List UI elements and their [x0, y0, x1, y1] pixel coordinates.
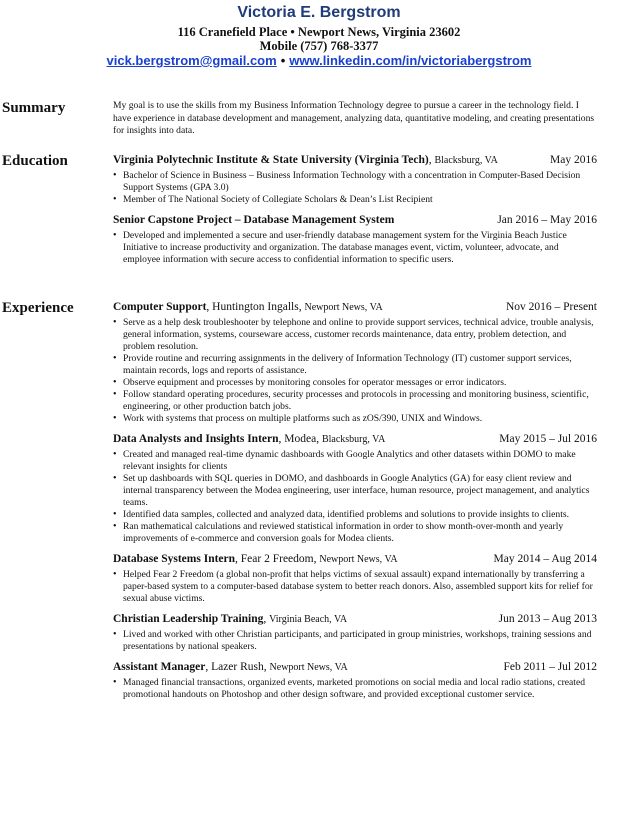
- company-name: , Fear 2 Freedom,: [235, 553, 320, 565]
- experience-entry: [113, 552, 597, 605]
- bullet-list: [113, 449, 597, 545]
- company-name: , Lazer Rush,: [205, 661, 270, 673]
- address-city: Newport News, Virginia 23602: [297, 25, 461, 39]
- summary-text: My goal is to use the skills from my Business Information Technology degree to pursue a career in the technology field. I have experience in database development and management, analyzing data, quantitative modeling, and creating presentations for insights into data.: [113, 100, 595, 136]
- entry-heading: [113, 213, 394, 228]
- entry-header: [113, 432, 597, 447]
- entry-heading: [113, 432, 385, 447]
- section-title-education: Education: [2, 153, 68, 169]
- section-title-summary: Summary: [2, 100, 66, 116]
- entry-date: May 2016: [550, 154, 597, 166]
- entry-header: [113, 612, 597, 627]
- bullet-list: [113, 569, 597, 605]
- bullet-item: • Set up dashboards with SQL queries in DOMO, and dashboards in Google Analytics (GA) for easy client review and internal transparency between the Modea engineering, user interface, human resource, project management, and analytics teams.: [113, 473, 597, 509]
- entry-date: Jun 2013 – Aug 2013: [498, 613, 597, 625]
- phone-number: Mobile (757) 768-3377: [259, 39, 379, 53]
- entry-location: Virginia Beach, VA: [269, 614, 348, 625]
- entry-location: Newport News, VA: [269, 662, 348, 673]
- address-line: [0, 25, 638, 40]
- bullet-dot-icon: •: [280, 53, 286, 68]
- bullet-item: • Member of The National Society of Collegiate Scholars & Dean’s List Recipient: [113, 194, 597, 206]
- bullet-list: [113, 170, 597, 206]
- bullet-item: • Helped Fear 2 Freedom (a global non-profit that helps victims of sexual assault) expand internationally by transferring a paper-based system to a computer-based database system to better reach donors. Also, assembled support kits for relief for sexual abuse victims.: [113, 569, 597, 605]
- entry-location: Newport News, VA: [319, 554, 398, 565]
- bullet-item: • Identified data samples, collected and analyzed data, identified problems and solutions to provide insights to clients.: [113, 509, 597, 521]
- address-street: 116 Cranefield Place: [177, 25, 288, 39]
- job-title: Assistant Manager: [113, 661, 206, 673]
- entry-date: Nov 2016 – Present: [505, 301, 597, 313]
- experience-entry: [113, 612, 597, 653]
- entry-location: Blacksburg, VA: [321, 434, 386, 445]
- education-entry: [113, 153, 597, 206]
- email-link[interactable]: vick.bergstrom@gmail.com: [106, 53, 277, 68]
- entry-location: Newport News, VA: [304, 302, 383, 313]
- education-entry: [113, 213, 597, 266]
- bullet-item: • Ran mathematical calculations and reviewed statistical information in order to show month-over-month and yearly improvements of e-commerce and conversion goals for Modea clients.: [113, 521, 597, 545]
- entry-heading: [113, 300, 383, 315]
- entry-heading: [113, 612, 347, 627]
- experience-entry: [113, 300, 597, 425]
- bullet-dot-icon: •: [290, 25, 295, 39]
- company-name: ,: [263, 613, 270, 625]
- job-title: Christian Leadership Training: [113, 613, 264, 625]
- entry-date: Jan 2016 – May 2016: [497, 214, 597, 226]
- bullet-item: • Bachelor of Science in Business – Business Information Technology with a concentration in Computer-Based Decision Support Systems (GPA 3.0): [113, 170, 597, 194]
- entry-date: May 2014 – Aug 2014: [493, 553, 597, 565]
- entry-location: Blacksburg, VA: [434, 155, 498, 166]
- bullet-item: • Developed and implemented a secure and user-friendly database management system for the Virginia Beach Justice Initiative to increase productivity and organization. The database manages event, victim, volunteer, advocate, and employee information with secure access to confidential information to specific users.: [113, 230, 597, 266]
- entry-date: May 2015 – Jul 2016: [499, 433, 597, 445]
- resume-header: [0, 0, 638, 69]
- institution-name: Senior Capstone Project – Database Management System: [113, 214, 395, 226]
- bullet-item: • Observe equipment and processes by monitoring consoles for operator messages or error indicators.: [113, 377, 597, 389]
- heading-separator: ,: [428, 154, 435, 166]
- entry-heading: [113, 153, 498, 168]
- entry-header: [113, 552, 597, 567]
- linkedin-link[interactable]: www.linkedin.com/in/victoriabergstrom: [289, 53, 532, 68]
- bullet-list: [113, 230, 597, 266]
- bullet-item: • Lived and worked with other Christian participants, and participated in group ministries, workshops, training sessions and presentations by national speakers.: [113, 629, 597, 653]
- summary-content: [113, 100, 597, 138]
- bullet-item: • Serve as a help desk troubleshooter by telephone and online to provide support services, technical advice, trouble analysis, general information, systems, courseware access, customer records maintenance, data entry, problem detection, and problem resolution.: [113, 317, 597, 353]
- candidate-name: Victoria E. Bergstrom: [237, 4, 401, 21]
- phone-line: [0, 40, 638, 53]
- entry-date: Feb 2011 – Jul 2012: [503, 661, 597, 673]
- job-title: Database Systems Intern: [113, 553, 236, 565]
- experience-entry: [113, 660, 597, 701]
- bullet-list: [113, 677, 597, 701]
- bullet-item: • Provide routine and recurring assignments in the delivery of Information Technology (IT) customer support services, maintain records, logs and reports of assistance.: [113, 353, 597, 377]
- contact-links: [0, 53, 638, 69]
- education-content: [113, 153, 597, 273]
- entry-header: [113, 660, 597, 675]
- bullet-list: [113, 629, 597, 653]
- experience-entry: [113, 432, 597, 545]
- bullet-item: • Work with systems that process on multiple platforms such as zOS/390, UNIX and Windows.: [113, 413, 597, 425]
- entry-header: [113, 153, 597, 168]
- bullet-item: • Follow standard operating procedures, security processes and protocols in processing and monitoring business, scientific, engineering, or other production batch jobs.: [113, 389, 597, 413]
- job-title: Computer Support: [113, 301, 207, 313]
- entry-header: [113, 300, 597, 315]
- bullet-item: • Managed financial transactions, organized events, marketed promotions on social media and local radio stations, created promotional handouts on Photoshop and other design software, and provided exceptional customer service.: [113, 677, 597, 701]
- experience-content: [113, 300, 597, 708]
- company-name: , Modea,: [278, 433, 322, 445]
- bullet-list: [113, 317, 597, 425]
- job-title: Data Analysts and Insights Intern: [113, 433, 279, 445]
- section-title-experience: Experience: [2, 300, 74, 316]
- bullet-item: • Created and managed real-time dynamic dashboards with Google Analytics and other datasets within DOMO to make relevant insights for clients: [113, 449, 597, 473]
- entry-header: [113, 213, 597, 228]
- entry-heading: [113, 660, 348, 675]
- entry-heading: [113, 552, 398, 567]
- company-name: , Huntington Ingalls,: [206, 301, 305, 313]
- institution-name: Virginia Polytechnic Institute & State University (Virginia Tech): [113, 154, 429, 166]
